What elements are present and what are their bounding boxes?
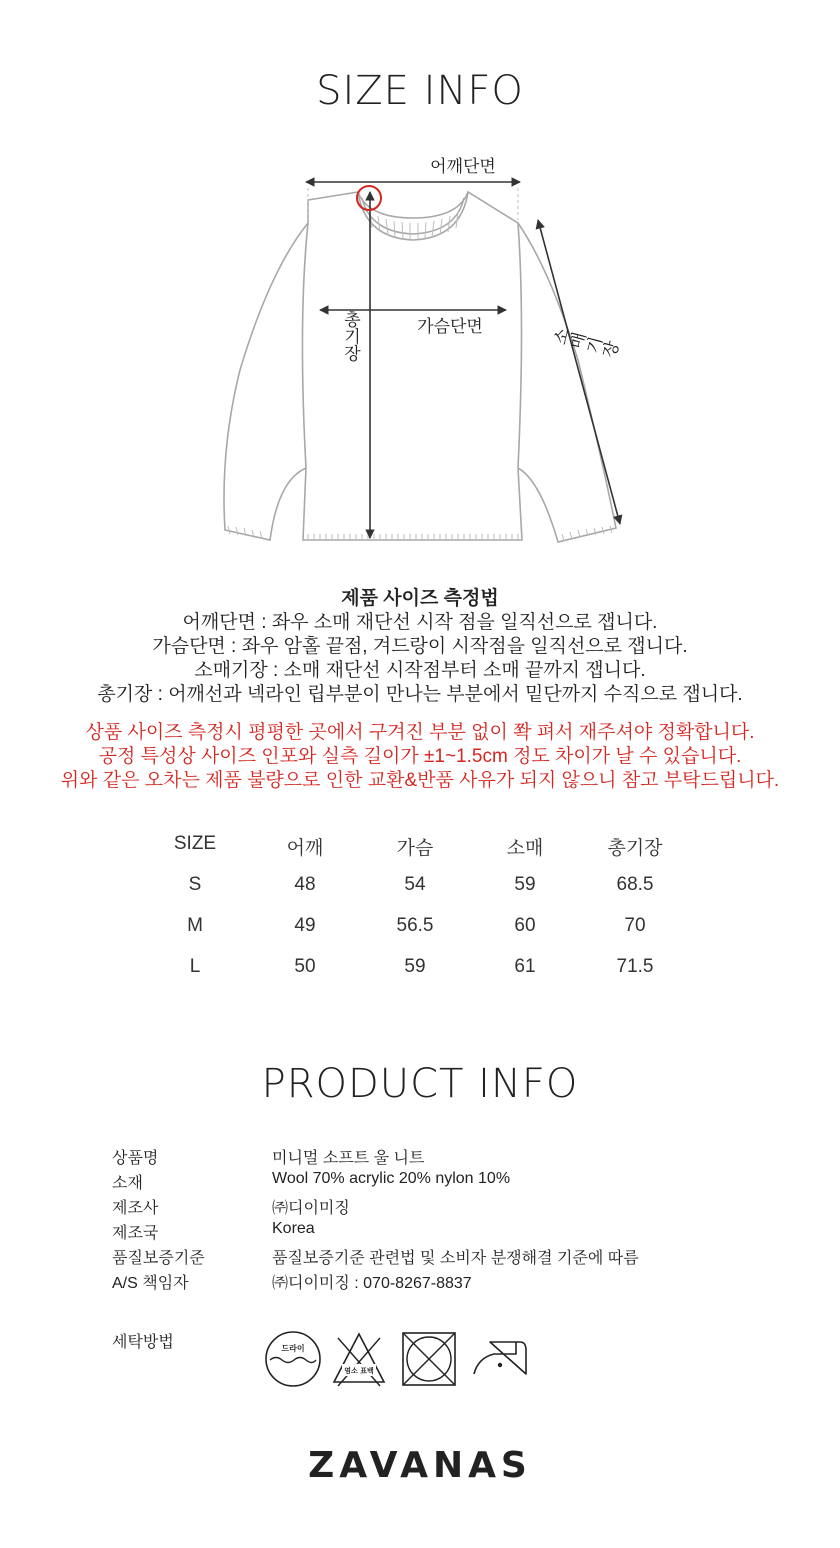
- table-cell: 56.5: [396, 915, 434, 936]
- info-label: 소재: [112, 1175, 143, 1192]
- info-value: Korea: [272, 1220, 315, 1237]
- table-row: [140, 866, 700, 907]
- info-row: [112, 1170, 732, 1195]
- method-line: 가슴단면 : 좌우 암홀 끝점, 겨드랑이 시작점을 일직선으로 잽니다.: [152, 636, 688, 657]
- info-value: 미니멀 소프트 울 니트: [272, 1150, 425, 1167]
- table-header-cell: 어깨: [286, 838, 324, 859]
- method-line: 소매기장 : 소매 재단선 시작점부터 소매 끝까지 잽니다.: [194, 660, 646, 681]
- table-row: [140, 948, 700, 989]
- table-header-cell: SIZE: [173, 833, 217, 854]
- table-header-cell: 총기장: [607, 838, 663, 859]
- no-bleach-icon: [332, 1330, 386, 1388]
- sleeve-arrow: [538, 220, 620, 524]
- size-table: [140, 825, 700, 989]
- table-cell: S: [188, 874, 202, 895]
- table-cell: 59: [514, 874, 536, 895]
- table-cell: M: [187, 915, 203, 936]
- info-value: 품질보증기준 관련법 및 소비자 분쟁해결 기준에 따름: [272, 1250, 639, 1267]
- info-row: [112, 1270, 732, 1295]
- info-row: [112, 1195, 732, 1220]
- table-cell: 59: [404, 956, 426, 977]
- info-label: 제조국: [112, 1225, 159, 1242]
- info-row: [112, 1145, 732, 1170]
- table-cell: 54: [404, 874, 426, 895]
- method-line: 총기장 : 어깨선과 넥라인 립부분이 만나는 부분에서 밑단까지 수직으로 잽니다.: [97, 684, 743, 705]
- info-label: 품질보증기준: [112, 1250, 205, 1267]
- method-title: 제품 사이즈 측정법: [341, 588, 499, 609]
- product-info-table: [112, 1145, 732, 1295]
- table-cell: 61: [514, 956, 536, 977]
- table-cell: 60: [514, 915, 536, 936]
- notice-line: 상품 사이즈 측정시 평평한 곳에서 구겨진 부분 없이 쫙 펴서 재주셔야 정확합니다.: [85, 722, 755, 743]
- info-row: [112, 1245, 732, 1270]
- table-cell: 48: [294, 874, 316, 895]
- info-label: 제조사: [112, 1200, 159, 1217]
- table-cell: 49: [294, 915, 316, 936]
- dry-clean-icon: [264, 1330, 322, 1388]
- table-cell: 68.5: [616, 874, 654, 895]
- brand-logo: ZAVANAS: [308, 1445, 532, 1486]
- sleeve-label: 소매기장: [549, 326, 621, 364]
- measure-method: [0, 587, 840, 707]
- length-label: 총기장: [340, 310, 360, 362]
- size-notice: [0, 721, 840, 793]
- table-cell: 70: [624, 915, 646, 936]
- shoulder-label: 어깨단면: [430, 157, 496, 177]
- dry-text: 드라이: [281, 1344, 305, 1353]
- info-row: [112, 1220, 732, 1245]
- table-row: [140, 907, 700, 948]
- info-value: Wool 70% acrylic 20% nylon 10%: [272, 1170, 511, 1187]
- bleach-text: 염소 표백: [344, 1367, 374, 1375]
- table-header-cell: 소매: [506, 838, 544, 859]
- sweater-outline: [224, 192, 616, 542]
- table-cell: L: [189, 956, 201, 977]
- no-tumble-dry-icon: [400, 1330, 458, 1388]
- table-cell: 71.5: [616, 956, 654, 977]
- notice-line: 위와 같은 오차는 제품 불량으로 인한 교환&반품 사유가 되지 않으니 참고 부탁드립니다.: [60, 770, 780, 791]
- notice-line: 공정 특성상 사이즈 인포와 실측 길이가 ±1~1.5cm 정도 차이가 날 수 있습니다.: [98, 746, 742, 767]
- table-cell: 50: [294, 956, 316, 977]
- wash-label: 세탁방법: [112, 1334, 174, 1351]
- info-value: ㈜디이미징 : 070-8267-8837: [272, 1275, 472, 1292]
- table-header-cell: 가슴: [396, 838, 434, 859]
- info-value: ㈜디이미징: [272, 1200, 350, 1217]
- info-label: A/S 책임자: [112, 1275, 189, 1292]
- table-header-row: [140, 825, 700, 866]
- sweater-diagram: [200, 150, 640, 550]
- iron-low-heat-icon: [470, 1330, 530, 1388]
- method-line: 어깨단면 : 좌우 소매 재단선 시작 점을 일직선으로 잽니다.: [182, 612, 658, 633]
- info-label: 상품명: [112, 1150, 159, 1167]
- rib-hatching: [228, 212, 612, 541]
- size-info-title: SIZE INFO: [316, 68, 524, 114]
- chest-label: 가슴단면: [417, 317, 483, 337]
- product-info-title: PRODUCT INFO: [261, 1061, 579, 1107]
